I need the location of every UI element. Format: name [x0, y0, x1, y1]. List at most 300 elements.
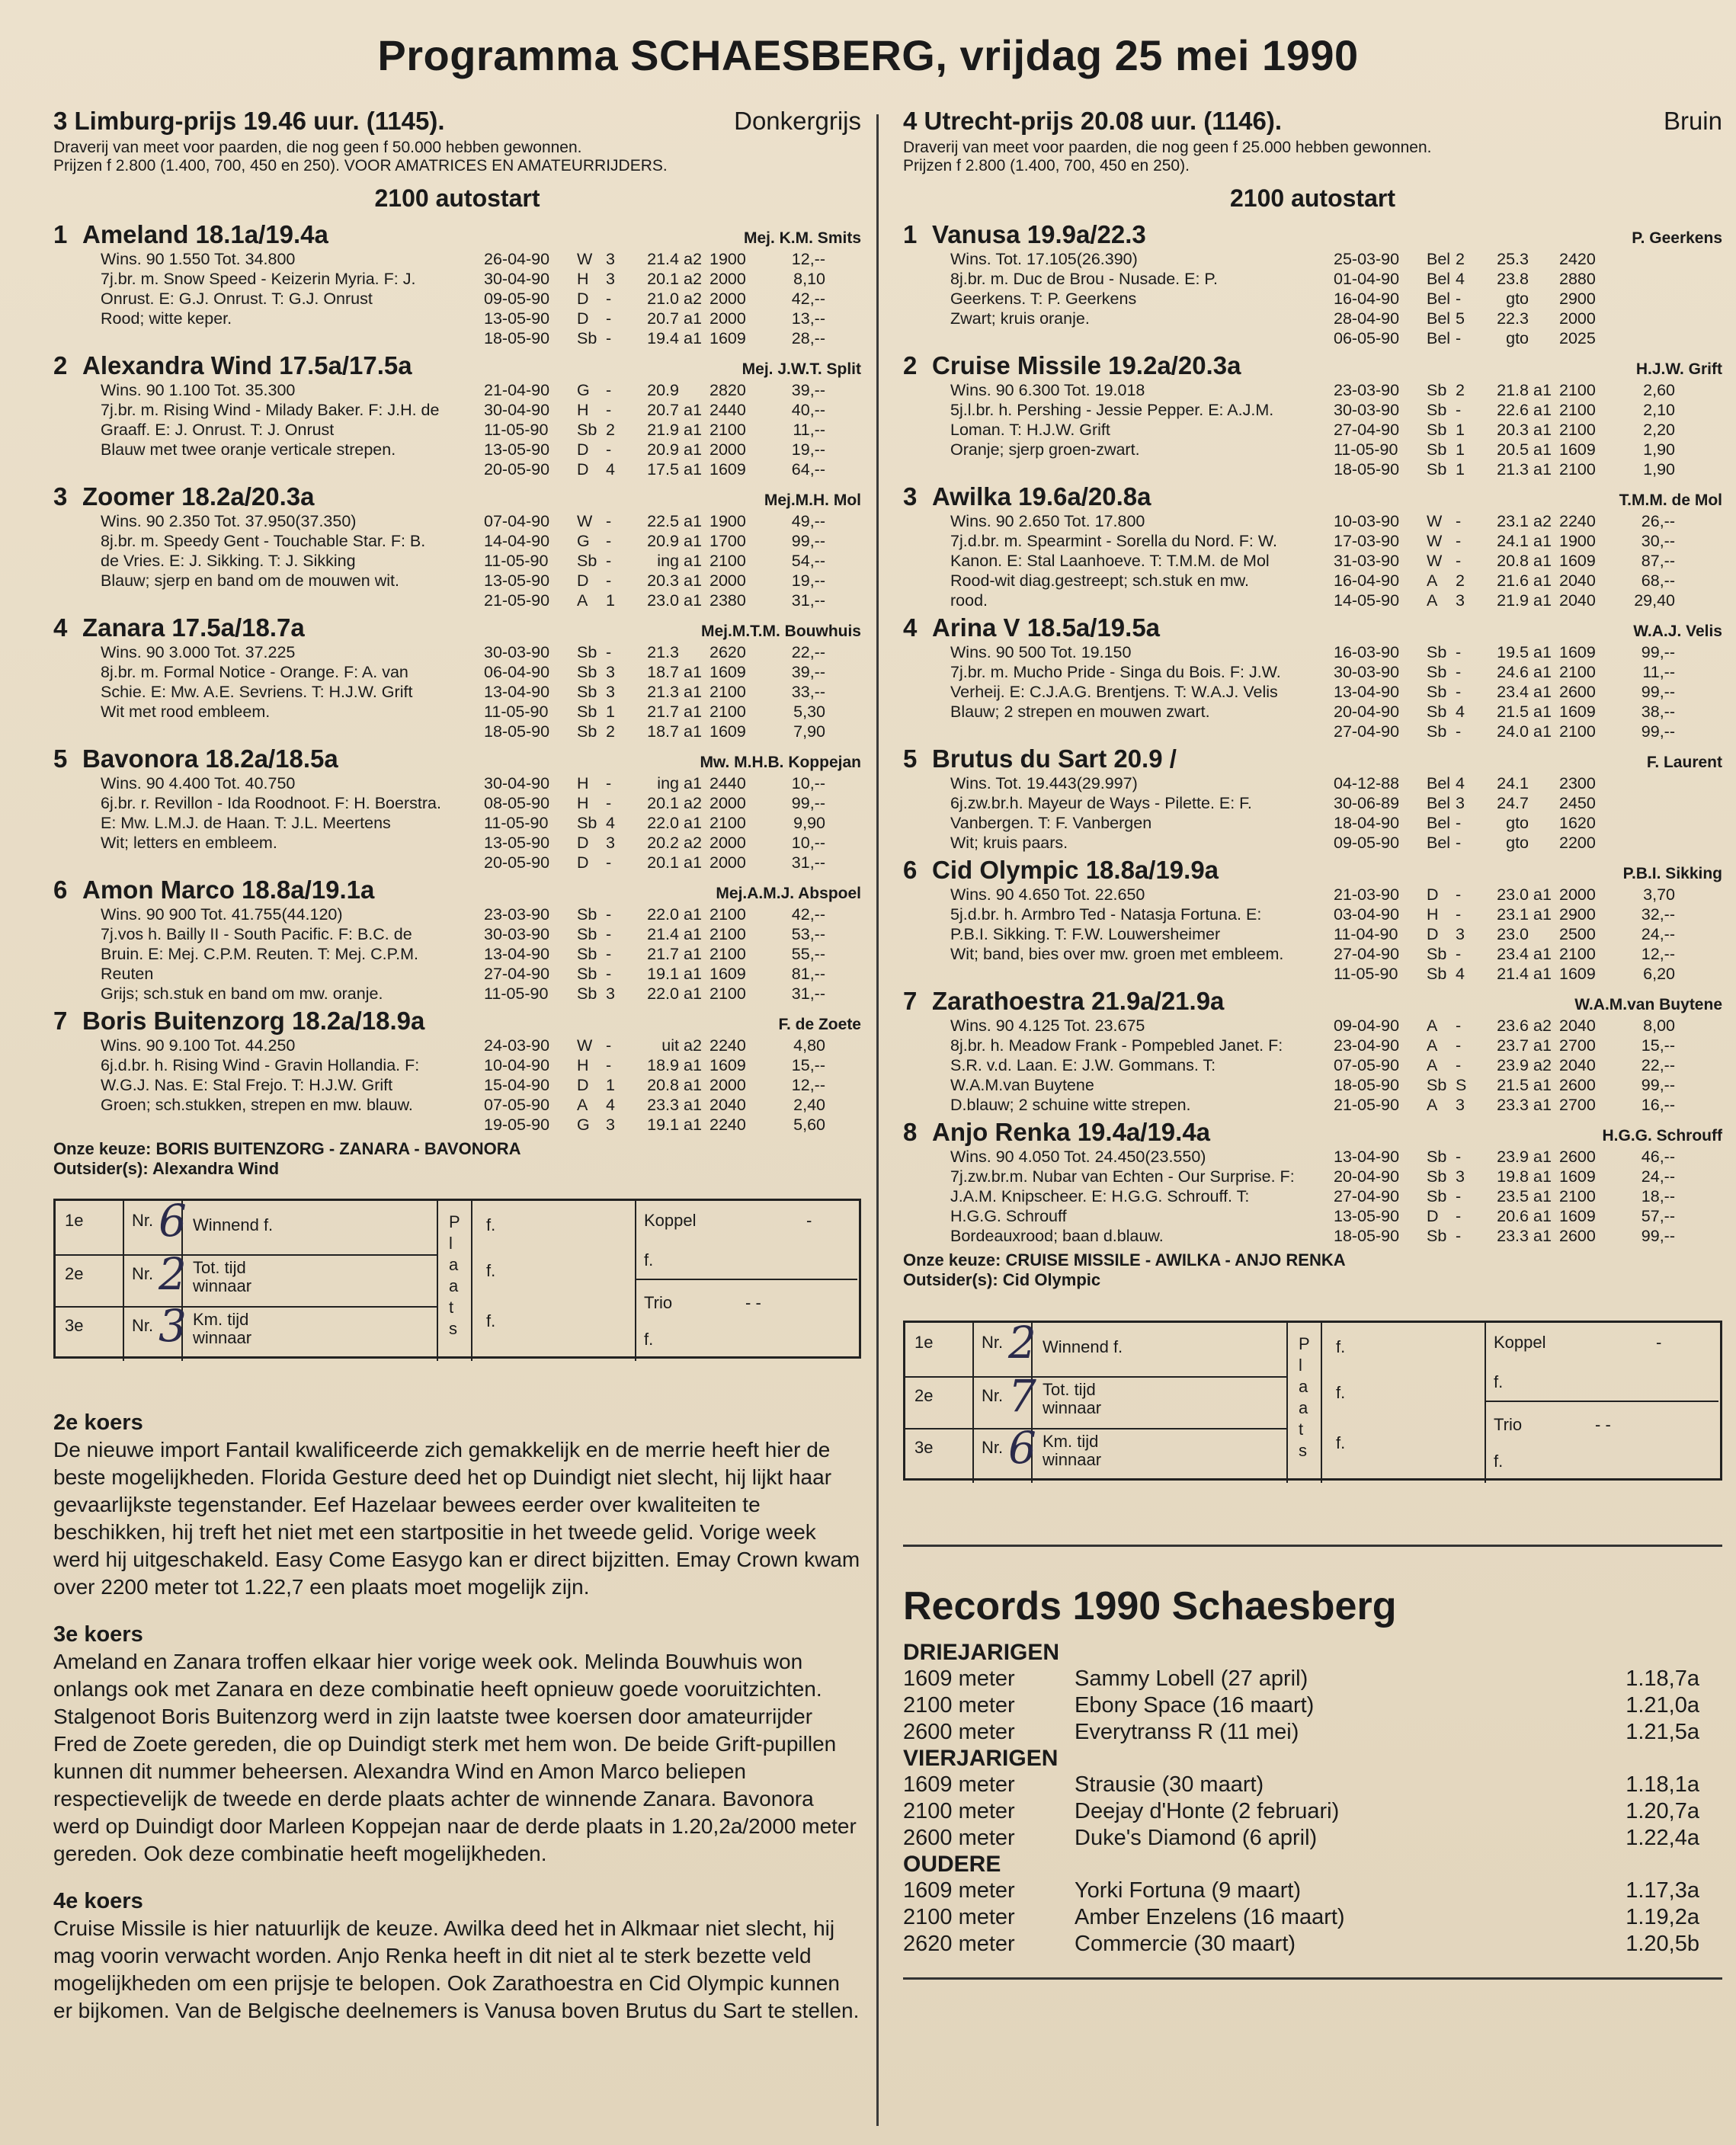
result-cell: 24.7: [1497, 794, 1529, 812]
horse-entry: [53, 482, 861, 610]
result-cell: 07-05-90: [1334, 1056, 1400, 1074]
horse-name-line: [903, 1118, 1210, 1147]
result-cell: G: [577, 381, 590, 399]
result-row: [484, 793, 861, 813]
result-cell: [1533, 269, 1559, 289]
result-cell: -: [1456, 290, 1462, 308]
horse-number: 1: [53, 220, 68, 248]
race-conditions: [903, 139, 1722, 175]
result-cell: 4: [1456, 965, 1465, 983]
result-cell: 1609: [709, 965, 746, 983]
result-row: [484, 571, 861, 591]
plaats-letter: a: [1299, 1377, 1308, 1396]
result-cell: 23.3: [1497, 1227, 1529, 1245]
nr-label: Nr.: [982, 1386, 1004, 1405]
record-time: 1.21,0a: [1625, 1693, 1699, 1718]
result-cell: 2600: [1559, 1076, 1596, 1094]
result-cell: 31,--: [791, 591, 825, 610]
result-cell: 3: [1456, 925, 1465, 943]
outsider-text: Outsider(s): Alexandra Wind: [53, 1159, 280, 1178]
result-cell: G: [577, 532, 590, 550]
result-cell: Sb: [1427, 643, 1447, 661]
horse-results: [484, 511, 861, 610]
result-cell: 3: [606, 834, 615, 852]
result-cell: 08-05-90: [484, 794, 550, 812]
horse-entry: [903, 1118, 1722, 1246]
condition-line: Draverij van meet voor paarden, die nog geen f 25.000 hebben gewonnen.: [903, 139, 1432, 156]
result-cell: 54,--: [791, 552, 825, 570]
horse-info-line: Wit; kruis paars.: [950, 834, 1068, 852]
result-cell: 1: [606, 1076, 615, 1094]
horse-info-line: Oranje; sjerp groen-zwart.: [950, 440, 1140, 459]
result-row: [1334, 1095, 1722, 1115]
result-cell: 18-05-90: [484, 329, 550, 347]
result-cell: 99,--: [791, 794, 825, 812]
plaats-letter: a: [1299, 1398, 1308, 1417]
result-cell: [1533, 813, 1559, 833]
result-row: [1334, 1075, 1722, 1095]
result-cell: 12,--: [791, 1076, 825, 1094]
result-cell: Sb: [1427, 1148, 1447, 1166]
f-label: f.: [486, 1311, 496, 1330]
grid-line: [437, 1201, 438, 1361]
result-cell: Sb: [577, 421, 597, 439]
page-title: Programma SCHAESBERG, vrijdag 25 mei 1990: [377, 31, 1359, 79]
result-cell: 20.1: [647, 270, 679, 288]
result-row: [1334, 531, 1722, 551]
result-cell: 99,--: [1641, 1227, 1675, 1245]
grid-line: [1321, 1323, 1322, 1483]
driver-name: T.M.M. de Mol: [1619, 491, 1722, 509]
result-cell: A: [1427, 1096, 1438, 1114]
result-row: [1334, 591, 1722, 610]
result-cell: 2000: [709, 440, 746, 459]
result-cell: uit: [661, 1036, 679, 1055]
result-row: [484, 813, 861, 833]
result-cell: Sb: [1427, 1187, 1447, 1205]
result-cell: a1: [684, 532, 702, 550]
result-cell: 2000: [709, 834, 746, 852]
plaats-letter: l: [1299, 1356, 1302, 1375]
record-time: 1.19,2a: [1625, 1905, 1699, 1929]
horse-results: [484, 904, 861, 1004]
result-cell: Bel: [1427, 250, 1451, 268]
horse-info-line: 8j.br. m. Formal Notice - Orange. F: A. van: [101, 663, 408, 681]
horse-info-line: Bruin. E: Mej. C.P.M. Reuten. T: Mej. C.P.M.: [101, 945, 419, 963]
horse-results: [1334, 380, 1722, 479]
result-cell: 20.1: [647, 853, 679, 872]
result-cell: 5,30: [793, 703, 825, 721]
result-cell: 1: [606, 591, 615, 610]
rule: [903, 1977, 1722, 1980]
record-row: [903, 1904, 1722, 1931]
result-cell: 23.9: [1497, 1056, 1529, 1074]
result-cell: 30-03-90: [484, 925, 550, 943]
result-cell: A: [1427, 591, 1438, 610]
horse-number: 3: [903, 482, 918, 511]
result-cell: -: [606, 552, 612, 570]
horse-info-line: Wins. 90 4.400 Tot. 40.750: [101, 774, 296, 792]
horse-number: 2: [53, 351, 68, 379]
result-cell: a1: [684, 440, 702, 459]
result-cell: 2450: [1559, 794, 1596, 812]
horse-info-line: W.G.J. Nas. E: Stal Frejo. T: H.J.W. Grift: [101, 1076, 393, 1094]
result-cell: 23.0: [1497, 925, 1529, 943]
record-row: [903, 1825, 1722, 1852]
record-distance: 2600 meter: [903, 1826, 1015, 1850]
horse-info-line: Blauw met twee oranje verticale strepen.: [101, 440, 396, 459]
result-cell: 16,--: [1641, 1096, 1675, 1114]
grid-line: [123, 1201, 124, 1361]
record-time: 1.20,7a: [1625, 1799, 1699, 1823]
result-cell: 11-05-90: [484, 703, 549, 721]
result-cell: 04-12-88: [1334, 774, 1400, 792]
result-cell: 10,--: [791, 774, 825, 792]
record-row: [903, 1772, 1722, 1798]
record-distance: 2100 meter: [903, 1799, 1015, 1823]
result-cell: 2500: [1559, 925, 1596, 943]
horse-header: [53, 220, 861, 249]
result-row: [1334, 904, 1722, 924]
horse-name-line: [903, 482, 1151, 511]
horse-header: [903, 351, 1722, 380]
result-cell: 09-05-90: [484, 290, 550, 308]
result-row: [484, 642, 861, 662]
result-cell: 23.3: [1497, 1096, 1529, 1114]
horse-number: 4: [903, 613, 918, 642]
result-cell: 57,--: [1641, 1207, 1675, 1225]
horse-info: [903, 1016, 1334, 1115]
result-cell: 5,60: [793, 1116, 825, 1134]
result-row: [484, 249, 861, 269]
result-cell: 12,--: [1641, 945, 1675, 963]
winnaar-label: winnaar: [1043, 1450, 1102, 1469]
result-cell: 33,--: [791, 683, 825, 701]
result-cell: 2100: [1559, 722, 1596, 741]
race-color: Bruin: [1663, 107, 1722, 135]
race-distance: 2100 autostart: [374, 184, 540, 212]
km-tijd-label: Km. tijd: [1043, 1432, 1099, 1451]
result-cell: D: [577, 853, 589, 872]
result-cell: 2420: [1559, 250, 1596, 268]
result-cell: 2,20: [1643, 421, 1675, 439]
result-cell: a1: [684, 421, 702, 439]
condition-line: Prijzen f 2.800 (1.400, 700, 450 en 250).: [903, 157, 1190, 174]
result-row: [484, 1095, 861, 1115]
horse-results: [1334, 773, 1722, 853]
result-cell: H: [577, 270, 589, 288]
result-cell: a1: [684, 703, 702, 721]
result-cell: a1: [684, 683, 702, 701]
horse-name: Vanusa 19.9a/22.3: [932, 220, 1146, 248]
result-cell: Bel: [1427, 834, 1451, 852]
result-cell: 2200: [1559, 834, 1596, 852]
result-cell: 1700: [709, 532, 746, 550]
result-cell: 20-04-90: [1334, 703, 1400, 721]
result-cell: 23-03-90: [1334, 381, 1400, 399]
result-cell: 11,--: [793, 421, 825, 439]
result-cell: 2100: [709, 552, 746, 570]
driver-name: Mej. K.M. Smits: [743, 229, 861, 247]
result-cell: 1609: [709, 329, 746, 347]
horse-name: Zanara 17.5a/18.7a: [82, 613, 305, 642]
result-cell: 21-05-90: [1334, 1096, 1400, 1114]
result-cell: 2000: [709, 571, 746, 590]
records-category: DRIEJARIGEN: [903, 1640, 1060, 1665]
result-cell: -: [1456, 1148, 1462, 1166]
result-cell: Bel: [1427, 774, 1451, 792]
result-cell: -: [606, 381, 612, 399]
result-cell: a1: [1533, 532, 1552, 550]
result-cell: D: [577, 834, 589, 852]
horse-header: [903, 613, 1722, 642]
result-cell: -: [1456, 722, 1462, 741]
result-cell: 2040: [709, 1096, 746, 1114]
result-cell: 1609: [1559, 552, 1596, 570]
result-cell: 26-04-90: [484, 250, 550, 268]
result-row: [484, 853, 861, 872]
handwritten-number: 2: [1008, 1317, 1036, 1369]
driver-name: F. de Zoete: [778, 1016, 861, 1033]
result-cell: [1613, 249, 1675, 269]
result-row: [484, 440, 861, 459]
race-distance: 2100 autostart: [1230, 184, 1395, 212]
result-cell: [1533, 309, 1559, 328]
result-cell: a1: [1533, 1076, 1552, 1094]
result-row: [1334, 571, 1722, 591]
result-cell: 23.8: [1497, 270, 1529, 288]
result-cell: 1609: [1559, 643, 1596, 661]
f-label: f.: [644, 1250, 654, 1269]
result-cell: Bel: [1427, 270, 1451, 288]
result-cell: 13-04-90: [484, 683, 550, 701]
result-cell: 22.3: [1497, 309, 1529, 328]
preview-text: Ameland en Zanara troffen elkaar hier vorige week ook. Melinda Bouwhuis won onlangs ook met Zanara en deze combinatie heeft opnieuw goede vooruitzichten. Stalgenoot Boris Buitenzorg werd in zijn laatste twee koersen door amateurrijder Fred de Zoete gereden, die op Duindigt sterk met hem won. De beide Grift-pupillen kunnen dit nummer beheersen. Alexandra Wind en Amon Marco beliepen respectievelijk de tweede en derde plaats achter de winnende Zanara. Bavonora werd op Duindigt door Marleen Koppejan naar de derde plaats in 1.20,2a/2000 meter gereden. Ook deze combinatie heeft mogelijkheden.: [53, 1650, 857, 1865]
horse-info-line: 6j.zw.br.h. Mayeur de Ways - Pilette. E: F.: [950, 794, 1252, 812]
record-distance: 2100 meter: [903, 1905, 1015, 1929]
our-choice-text: Onze keuze: CRUISE MISSILE - AWILKA - ANJO RENKA: [903, 1250, 1346, 1269]
winnend-label: Winnend f.: [193, 1215, 274, 1234]
driver-name: P.B.I. Sikking: [1622, 865, 1722, 882]
result-cell: 23-03-90: [484, 905, 550, 924]
nr-label: Nr.: [132, 1211, 154, 1230]
result-cell: 2,40: [793, 1096, 825, 1114]
horse-results: [484, 773, 861, 872]
horse-entry: [903, 482, 1722, 610]
result-cell: A: [1427, 1016, 1438, 1035]
result-cell: D: [577, 571, 589, 590]
result-cell: 11-05-90: [484, 814, 549, 832]
result-cell: 42,--: [791, 905, 825, 924]
horse-info-line: Onrust. E: G.J. Onrust. T: G.J. Onrust: [101, 290, 373, 308]
result-cell: 38,--: [1641, 703, 1675, 721]
result-cell: 19,--: [791, 440, 825, 459]
result-row: [1334, 944, 1722, 964]
result-cell: a1: [684, 401, 702, 419]
result-cell: a1: [1533, 552, 1552, 570]
race-title: 3 Limburg-prijs 19.46 uur. (1145).: [53, 107, 445, 135]
result-cell: [1613, 309, 1675, 328]
result-cell: 23.9: [1497, 1148, 1529, 1166]
place-label: 3e: [914, 1438, 934, 1457]
result-cell: 11,--: [1642, 663, 1675, 681]
result-cell: 23.4: [1497, 683, 1529, 701]
result-cell: Bel: [1427, 814, 1451, 832]
column-divider: [876, 114, 879, 2126]
result-row: [484, 944, 861, 964]
result-row: [484, 964, 861, 984]
horse-name-line: [903, 987, 1224, 1016]
our-choice-text: Onze keuze: BORIS BUITENZORG - ZANARA - BAVONORA: [53, 1139, 521, 1158]
result-cell: 3: [1456, 1096, 1465, 1114]
horse-info-line: Wins. 90 1.100 Tot. 35.300: [101, 381, 296, 399]
result-cell: 27-04-90: [1334, 945, 1400, 963]
result-row: [484, 702, 861, 722]
horse-info-line: Wins. 90 6.300 Tot. 19.018: [950, 381, 1145, 399]
result-cell: W: [1427, 512, 1443, 530]
trio-label: Trio: [644, 1293, 673, 1312]
horse-info-line: Wins. 90 1.550 Tot. 34.800: [101, 250, 296, 268]
horse-entry: [903, 744, 1722, 853]
horse-results: [1334, 511, 1722, 610]
handwritten-number: 6: [1008, 1422, 1036, 1474]
trio-label: Trio: [1494, 1415, 1523, 1434]
horse-info: [903, 1147, 1334, 1246]
result-cell: [1613, 793, 1675, 813]
result-cell: -: [606, 965, 612, 983]
result-cell: 2040: [1559, 1016, 1596, 1035]
horse-info-line: Rood; witte keper.: [101, 309, 232, 328]
result-cell: Sb: [1427, 1167, 1447, 1186]
result-cell: -: [1456, 643, 1462, 661]
result-cell: -: [606, 329, 612, 347]
result-row: [1334, 440, 1722, 459]
horse-entry: [903, 220, 1722, 348]
result-cell: 2,60: [1643, 381, 1675, 399]
result-cell: 30-04-90: [484, 774, 550, 792]
result-cell: [684, 642, 709, 662]
result-cell: 31,--: [791, 853, 825, 872]
result-cell: 21.4: [1497, 965, 1529, 983]
result-cell: -: [1456, 532, 1462, 550]
horse-name-line: [53, 351, 412, 380]
result-row: [1334, 1186, 1722, 1206]
record-holder: Amber Enzelens (16 maart): [1075, 1905, 1345, 1929]
record-holder: Everytranss R (11 mei): [1075, 1720, 1299, 1744]
result-cell: 2900: [1559, 290, 1596, 308]
result-cell: 25.3: [1497, 250, 1529, 268]
result-cell: 30,--: [1641, 532, 1675, 550]
record-holder: Commercie (30 maart): [1075, 1932, 1296, 1956]
records-section: [903, 1545, 1722, 1980]
horse-info-line: D.blauw; 2 schuine witte strepen.: [950, 1096, 1191, 1114]
result-cell: -: [606, 532, 612, 550]
result-cell: G: [577, 1116, 590, 1134]
result-cell: Sb: [1427, 460, 1447, 479]
horse-name: Zoomer 18.2a/20.3a: [82, 482, 315, 511]
result-cell: -: [1456, 1056, 1462, 1074]
result-cell: W: [577, 512, 593, 530]
f-label: f.: [1494, 1452, 1504, 1471]
result-cell: a1: [684, 945, 702, 963]
result-cell: 25-03-90: [1334, 250, 1400, 268]
horse-name-line: [53, 1007, 424, 1036]
result-cell: 9,90: [793, 814, 825, 832]
result-row: [484, 682, 861, 702]
result-cell: 20.7: [647, 309, 679, 328]
horse-name: Bavonora 18.2a/18.5a: [82, 744, 338, 773]
horse-info-line: 6j.br. r. Revillon - Ida Roodnoot. F: H. Boerstra.: [101, 794, 441, 812]
result-cell: a2: [684, 1036, 702, 1055]
result-cell: a1: [1533, 663, 1552, 681]
result-cell: -: [606, 643, 612, 661]
horse-number: 1: [903, 220, 918, 248]
result-cell: -: [606, 440, 612, 459]
result-row: [484, 662, 861, 682]
result-cell: 22.0: [647, 905, 679, 924]
result-cell: 21.5: [1497, 703, 1529, 721]
horse-name: Awilka 19.6a/20.8a: [932, 482, 1151, 511]
result-cell: 2600: [1559, 683, 1596, 701]
result-cell: 13-04-90: [1334, 683, 1400, 701]
horse-name: Boris Buitenzorg 18.2a/18.9a: [82, 1007, 425, 1035]
result-cell: 24,--: [1641, 1167, 1675, 1186]
record-holder: Ebony Space (16 maart): [1075, 1693, 1315, 1718]
tot-tijd-label: Tot. tijd: [193, 1258, 246, 1277]
result-cell: 13-05-90: [1334, 1207, 1400, 1225]
result-cell: 30-03-90: [1334, 663, 1400, 681]
result-cell: D: [577, 460, 589, 479]
horse-info-line: J.A.M. Knipscheer. E: H.G.G. Schrouff. T:: [950, 1187, 1250, 1205]
record-time: 1.20,5b: [1625, 1932, 1699, 1956]
result-cell: 7,90: [793, 722, 825, 741]
record-row: [903, 1719, 1722, 1746]
result-cell: 21.8: [1497, 381, 1529, 399]
result-cell: 26,--: [1641, 512, 1675, 530]
record-distance: 1609 meter: [903, 1878, 1015, 1903]
result-cell: 10-03-90: [1334, 512, 1400, 530]
result-cell: 2100: [709, 984, 746, 1003]
horse-info-line: 7j.br. m. Snow Speed - Keizerin Myria. F: J.: [101, 270, 416, 288]
horse-name-line: [53, 613, 305, 642]
preview-section: [53, 1409, 861, 1601]
result-cell: A: [577, 591, 588, 610]
koppel-label: Koppel: [644, 1211, 697, 1230]
result-cell: [1613, 833, 1675, 853]
result-cell: 49,--: [791, 512, 825, 530]
result-cell: 28-04-90: [1334, 309, 1400, 328]
result-cell: Sb: [1427, 965, 1447, 983]
horse-info-line: Zwart; kruis oranje.: [950, 309, 1090, 328]
horse-body: [903, 642, 1722, 741]
result-cell: [1533, 773, 1559, 793]
result-cell: 10,--: [791, 834, 825, 852]
result-cell: 1609: [1559, 1207, 1596, 1225]
rule: [903, 1545, 1722, 1547]
horse-info-line: 7j.vos h. Bailly II - South Pacific. F: B.C. de: [101, 925, 412, 943]
result-cell: 11-05-90: [1334, 965, 1398, 983]
result-cell: -: [1456, 512, 1462, 530]
horse-info-line: Blauw; 2 strepen en mouwen zwart.: [950, 703, 1210, 721]
result-cell: 30-04-90: [484, 401, 550, 419]
result-cell: a1: [1533, 885, 1552, 904]
result-row: [484, 833, 861, 853]
result-row: [1334, 793, 1722, 813]
result-cell: -: [606, 401, 612, 419]
result-cell: 23.7: [1497, 1036, 1529, 1055]
result-row: [1334, 249, 1722, 269]
result-cell: 2100: [709, 905, 746, 924]
